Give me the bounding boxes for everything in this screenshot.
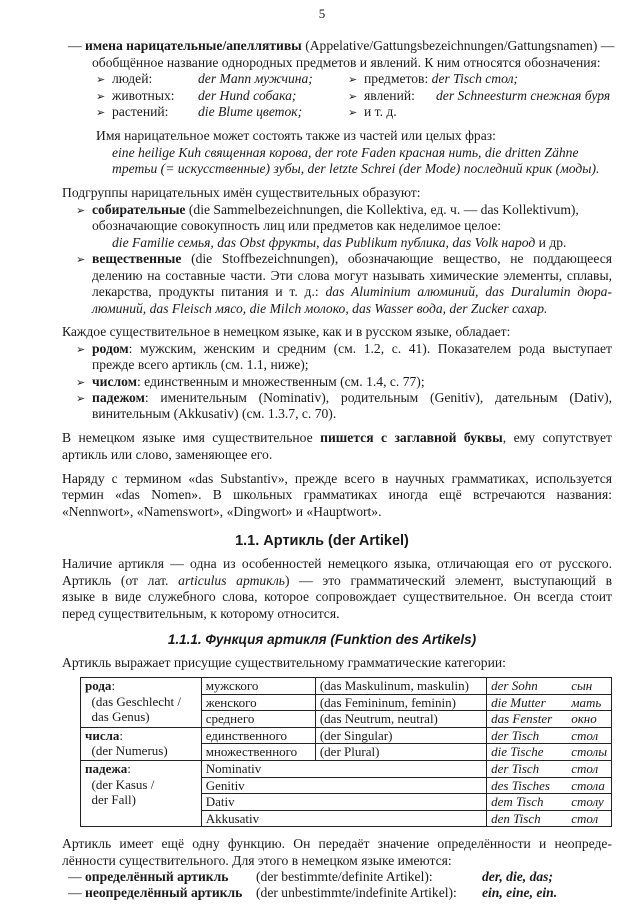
arrow-bullet-icon: ➢ [76,392,86,405]
bullet-right-1: ➢ явлений: der Schneesturm снежная буря [348,88,610,105]
table-cell: (das Maskulinum, maskulin) [315,678,486,695]
table-cell: dem Tisch [487,794,568,811]
article-line-1: Наличие артикля — одна из особенностей немецкого языка, отличающая его от русского. [62,556,612,571]
article-line-4: перед существительным, к которому относится. [62,606,340,621]
material-line-4: люминий, das Fleisch мясо, die Milch молоко, das Wasser вода, der Zucker сахар. [92,301,548,316]
gender-line-1: ➢ родом: мужским, женским и средним (см. 1.2, с. 41). Показателем рода выступает [76,341,612,358]
section-heading-1-1-1: 1.1.1. Функция артикля (Funktion des Artikels) [167,632,477,647]
material-line-3: лекарства, продукты питания и т. д.: das Aluminium алюминий, das Duralumin дюра- [92,284,612,299]
capital-line-1: В немецком языке имя существительное пишется с заглавной буквы, ему сопутствует [62,430,612,445]
collective-line-3: die Familie семья, das Obst фрукты, das Publikum публика, das Volk народ и др. [112,235,567,250]
indefinite-article-line: — неопределённый артикль [68,885,243,900]
table-cell: столу [567,794,611,811]
capital-line-2: артикль или слово, заменяющее его. [62,447,273,462]
indefinite-article-forms: ein, eine, ein. [482,885,558,900]
indefinite-article-desc: (der unbestimmte/indefinite Artikel): [256,885,457,900]
bullet-left-0: ➢ людей: der Mann мужчина; [96,71,313,88]
table-cell: der Sohn [487,678,568,695]
section-heading-1-1: 1.1. Артикль (der Artikel) [235,533,409,549]
table-cell: Nominativ [201,760,486,777]
arrow-bullet-icon: ➢ [76,343,86,356]
arrow-bullet-icon: ➢ [96,73,106,86]
article-categories-table [80,677,612,827]
arrow-bullet-icon: ➢ [76,253,86,266]
material-line-2: делению на составные части. Эти слова могут называть химические элементы, сплавы, [92,268,612,283]
definiteness-line-1: Артикль имеет ещё одну функцию. Он передаёт значение определённости и неопреде- [62,836,612,851]
arrow-bullet-icon: ➢ [348,106,358,119]
page-number: 5 [318,6,326,21]
table-cell: die Mutter [487,694,568,711]
table-cell: мать [567,694,611,711]
table-cell: (das Femininum, feminin) [315,694,486,711]
bullet-right-0: ➢ предметов: der Tisch стол; [348,71,518,88]
table-cell: die Tische [487,744,568,761]
table-cell: Dativ [201,794,486,811]
collective-line-1: ➢ собирательные (die Sammelbezeichnungen, die Kollektiva, ед. ч. — das Kollektivum), [76,202,612,219]
table-cell: множественного [201,744,315,761]
intro-line-1 [68,38,614,54]
intro-line-2: обобщённое название однородных предметов и явлений. К ним относятся обозначения: [92,55,601,70]
table-row [81,678,612,695]
table-cell: мужского [201,678,315,695]
table-row [81,760,612,777]
table-cell: den Tisch [487,810,568,827]
case-line-1: ➢ падежом: именительным (Nominativ), родительным (Genitiv), дательным (Dativ), [76,390,612,407]
gender-line-2: прежде всего артикль (см. 1.1, ниже); [92,357,309,372]
terms-line-1: Наряду с термином «das Substantiv», прежде всего в научных грамматиках, используется [62,471,612,486]
collective-line-2: обозначающие совокупность лиц или предметов как неделимое целое: [92,218,502,233]
arrow-bullet-icon: ➢ [76,204,86,217]
definite-article-desc: (der bestimmte/definite Artikel): [256,869,433,884]
table-cell: (der Plural) [315,744,486,761]
terms-line-3: «Nennwort», «Namenswort», «Dingwort» и «Hauptwort». [62,504,382,519]
table-cell: стол [567,760,611,777]
subgroups-title: Подгруппы нарицательных имён существительных образуют: [62,185,421,200]
table-cell: der Tisch [487,760,568,777]
table-cell: Akkusativ [201,810,486,827]
article-line-3: языке в виде служебного слова, которое сопровождает существительное. Он всегда стоит [62,589,612,604]
table-cell: das Fenster [487,711,568,728]
table-cell: Genitiv [201,777,486,794]
table-cell: стол [567,810,611,827]
table-cell: der Tisch [487,727,568,744]
article-line-2: Артикль (от лат. articulus артикль) — это грамматический элемент, выступающий в [62,573,613,588]
arrow-bullet-icon: ➢ [96,90,106,103]
table-cell: стол [567,727,611,744]
arrow-bullet-icon: ➢ [76,376,86,389]
case-line-2: винительным (Akkusativ) (см. 1.3.7, с. 70). [92,406,337,421]
table-cell: столы [567,744,611,761]
table-cell: (das Neutrum, neutral) [315,711,486,728]
function-intro: Артикль выражает присущие существительному грамматические категории: [62,655,506,670]
definite-article-line: — определённый артикль [68,869,229,884]
table-cell: среднего [201,711,315,728]
table-cell: сын [567,678,611,695]
table-cell: единственного [201,727,315,744]
dash: — [68,38,82,53]
table-cell: des Tisches [487,777,568,794]
arrow-bullet-icon: ➢ [348,73,358,86]
case-header-cell: падежа: (der Kasus / der Fall) [81,760,202,826]
categories-title: Каждое существительное в немецком языке, как и в русском языке, обладает: [62,324,511,339]
intro-line-1-rest: (Appelative/Gattungsbezeichnungen/Gattungsnamen) — [305,38,615,53]
phrases-line-1: Имя нарицательное может состоять также из частей или целых фраз: [96,128,496,143]
phrases-line-2: eine heilige Kuh священная корова, der rote Faden красная нить, die dritten Zähne [112,145,579,160]
table-cell: окно [567,711,611,728]
bullet-right-2: ➢ и т. д. [348,104,397,121]
definiteness-line-2: лённости существительного. Для этого в немецком языке имеются: [62,853,452,868]
definite-article-forms: der, die, das; [482,869,553,884]
term-common-nouns: имена нарицательные/апеллятивы [85,38,302,53]
number-line-1: ➢ числом: единственным и множественным (см. 1.4, с. 77); [76,374,425,391]
arrow-bullet-icon: ➢ [348,90,358,103]
bullet-left-1: ➢ животных: der Hund собака; [96,88,296,105]
table-cell: стола [567,777,611,794]
phrases-line-3: третьи (= искусственные) зубы, der letzte Schrei (der Mode) последний крик (моды). [112,161,600,176]
table-row [81,727,612,744]
table-cell: (der Singular) [315,727,486,744]
terms-line-2: термин «das Nomen». В школьных грамматиках иногда ещё встречаются названия: [62,487,612,502]
arrow-bullet-icon: ➢ [96,106,106,119]
table-cell: женского [201,694,315,711]
bullet-left-2: ➢ растений: die Blume цветок; [96,104,302,121]
number-header-cell: числа: (der Numerus) [81,727,202,760]
material-line-1: ➢ вещественные (die Stoffbezeichnungen), обозначающие вещество, не поддающееся [76,251,612,268]
gender-header-cell: рода: (das Geschlecht / das Genus) [81,678,202,728]
